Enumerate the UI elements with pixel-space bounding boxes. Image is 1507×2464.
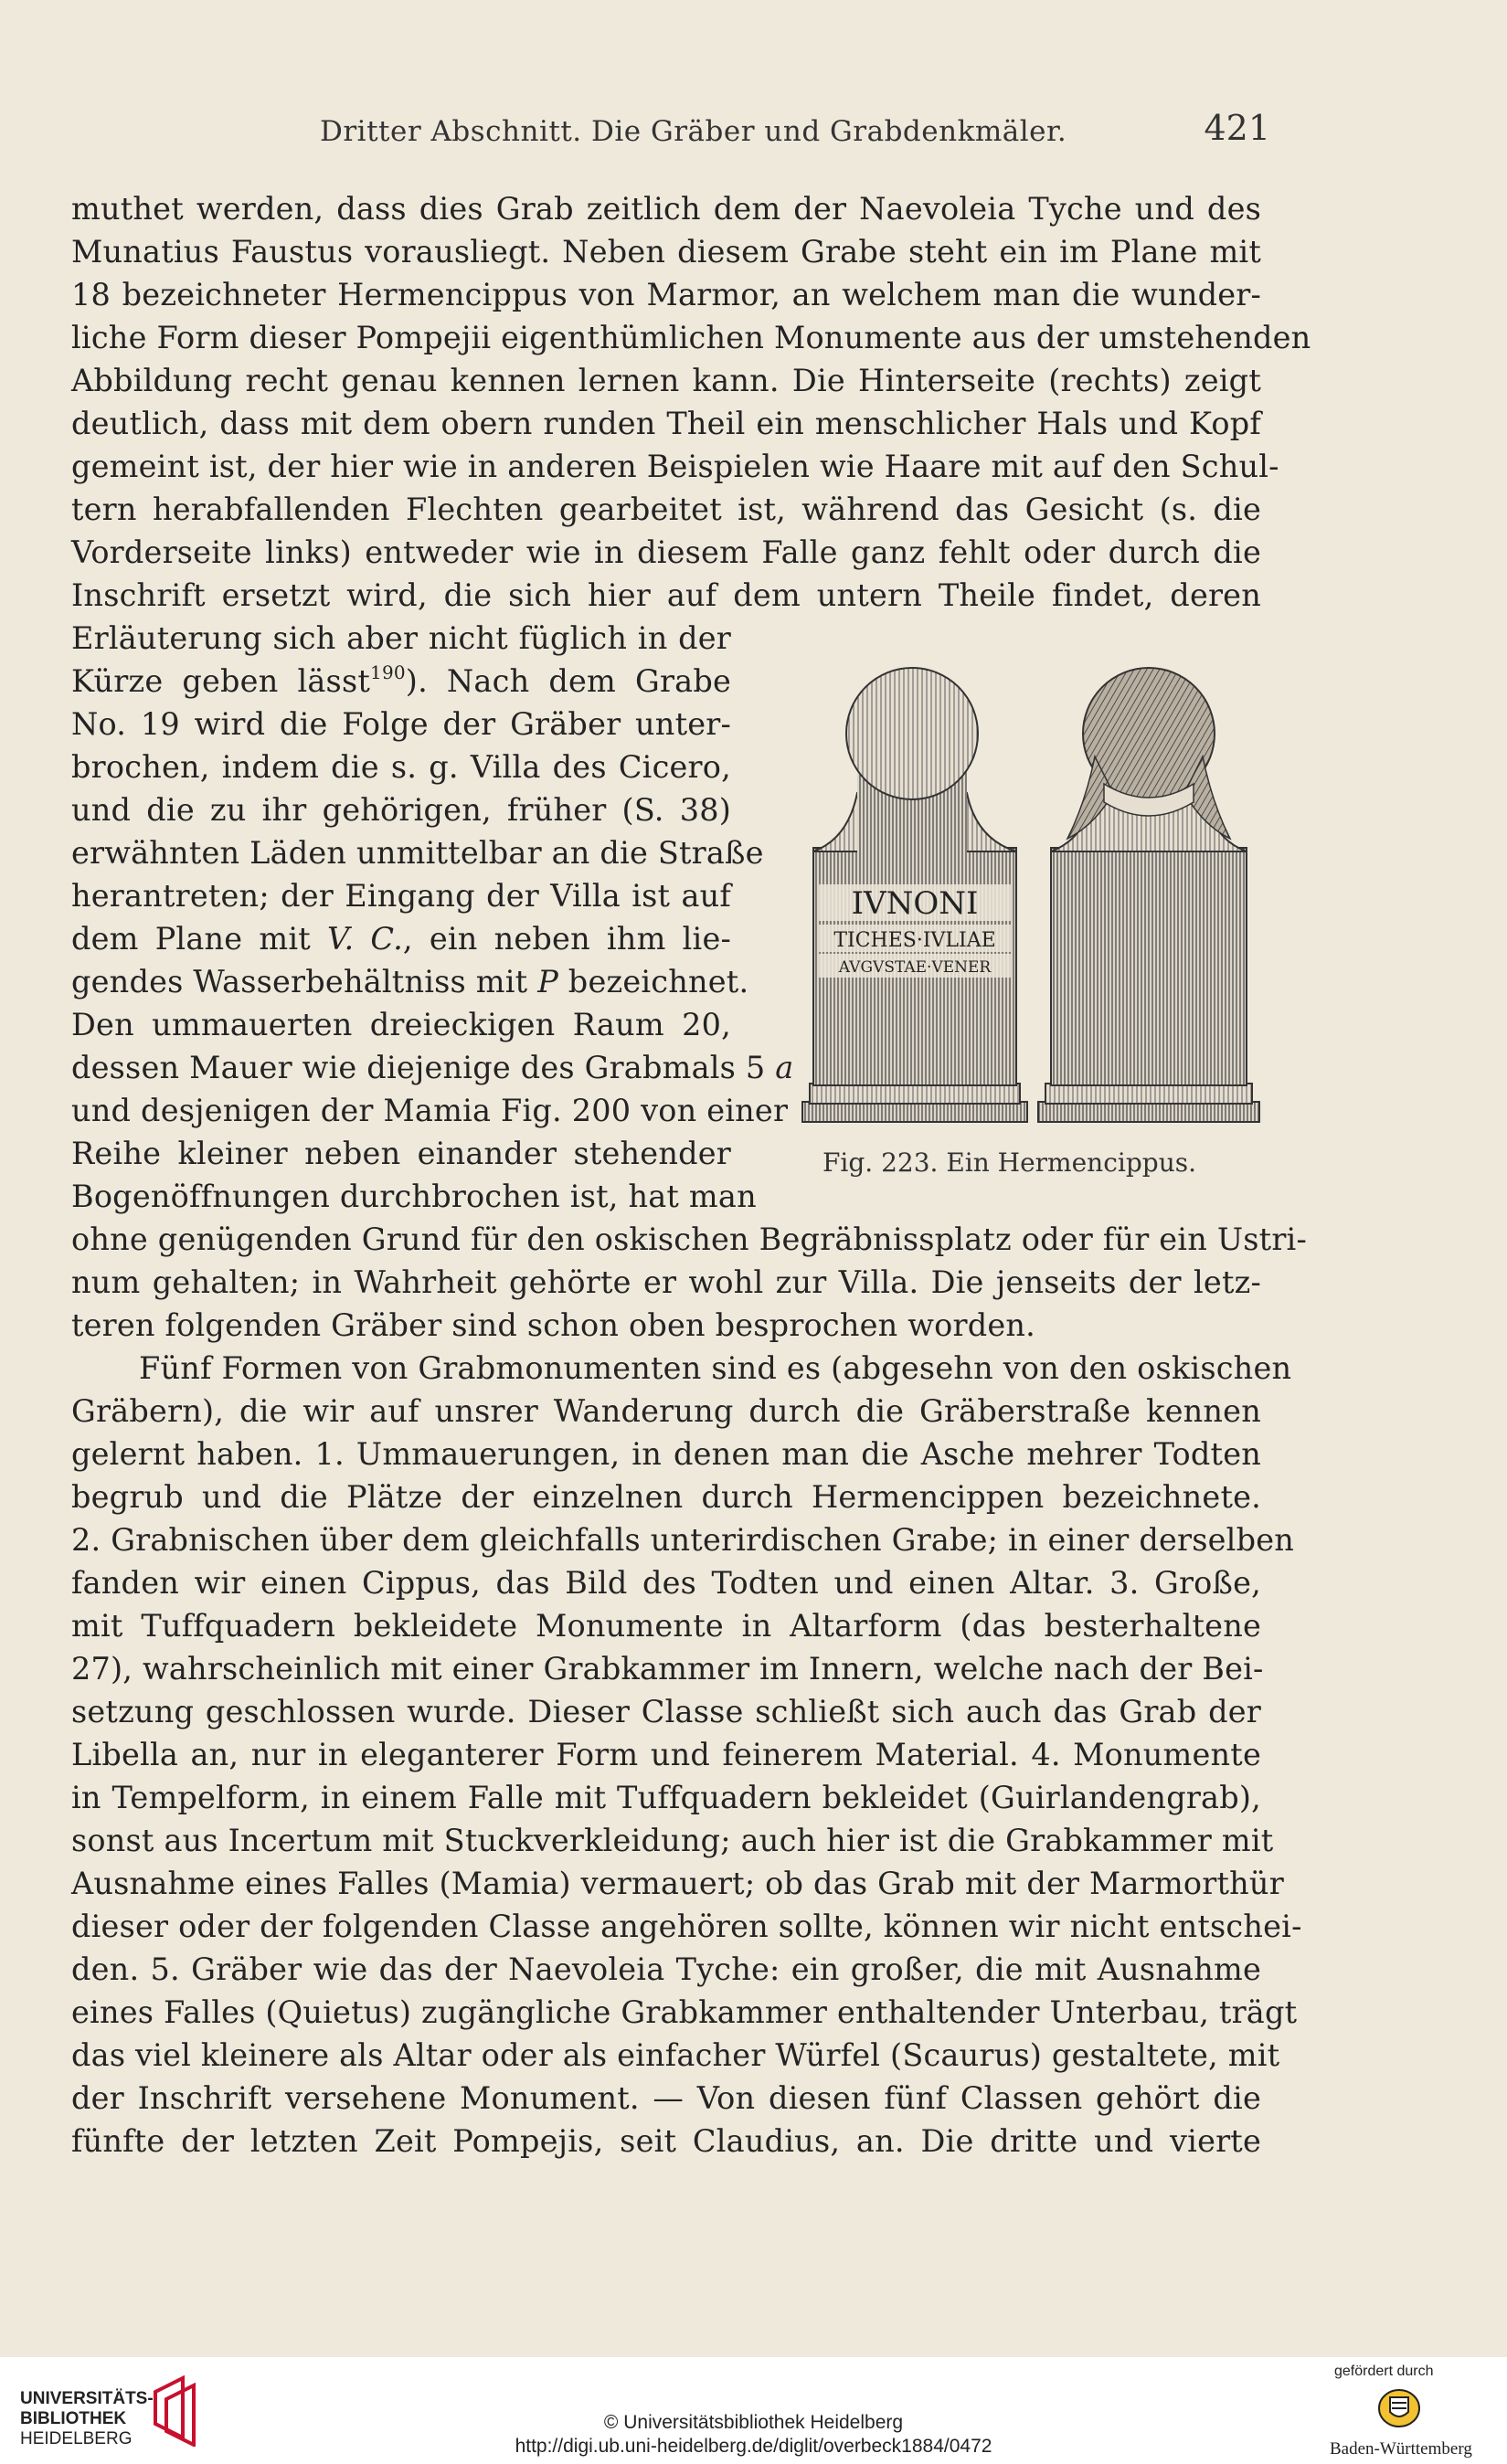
text-line: sonst aus Incertum mit Stuckverkleidung; auch hier ist die Grabkammer mit <box>71 1823 1274 1858</box>
text-line: 2. Grabnischen über dem gleichfalls unterirdischen Grabe; in einer derselben <box>71 1522 1295 1558</box>
text-line: Kürze geben lässt$^{190}$). Nach dem Grabe <box>71 661 731 699</box>
text-line: Den ummauerten dreieckigen Raum 20, <box>71 1007 731 1042</box>
inscription-line: IVNONI <box>851 885 979 922</box>
text-line: dessen Mauer wie diejenige des Grabmals 5 a <box>71 1050 794 1085</box>
text-line: und die zu ihr gehörigen, früher (S. 38) <box>71 792 731 828</box>
text-line: teren folgenden Gräber sind schon oben besprochen worden. <box>71 1307 1036 1343</box>
text-line: Gräbern), die wir auf unsrer Wanderung durch die Gräberstraße kennen <box>71 1393 1261 1429</box>
text-line: ohne genügenden Grund für den oskischen Begräbnissplatz oder für ein Ustri- <box>71 1221 1307 1257</box>
running-title: Dritter Abschnitt. Die Gräber und Grabdenkmäler. <box>320 115 1067 148</box>
text-line: Reihe kleiner neben einander stehender <box>71 1136 731 1171</box>
inscription-line: TICHES·IVLIAE <box>833 929 996 952</box>
text-line: liche Form dieser Pompejii eigenthümlichen Monumente aus der umstehenden <box>71 320 1311 355</box>
text-line: Inschrift ersetzt wird, die sich hier auf dem untern Theile findet, deren <box>71 577 1261 613</box>
text-line: 27), wahrscheinlich mit einer Grabkammer im Innern, welche nach der Bei- <box>71 1651 1264 1687</box>
text-line: der Inschrift versehene Monument. — Von diesen fünf Classen gehört die <box>71 2080 1261 2116</box>
text-line: 18 bezeichneter Hermencippus von Marmor, an welchem man die wunder- <box>71 277 1261 312</box>
text-line: Abbildung recht genau kennen lernen kann. Die Hinterseite (rechts) zeigt <box>71 363 1261 398</box>
text-line: No. 19 wird die Folge der Gräber unter- <box>71 706 731 742</box>
text-line: in Tempelform, in einem Falle mit Tuffquadern bekleidet (Guirlandengrab), <box>71 1780 1261 1815</box>
text-line: Libella an, nur in eleganterer Form und feinerem Material. 4. Monumente <box>71 1737 1261 1772</box>
text-line: gendes Wasserbehältniss mit P bezeichnet. <box>71 964 749 999</box>
text-line: tern herabfallenden Flechten gearbeitet ist, während das Gesicht (s. die <box>71 492 1261 527</box>
text-line: eines Falles (Quietus) zugängliche Grabkammer enthaltender Unterbau, trägt <box>71 1994 1298 2030</box>
text-line: fünfte der letzten Zeit Pompejis, seit Claudius, an. Die dritte und vierte <box>71 2123 1261 2159</box>
text-line: herantreten; der Eingang der Villa ist auf <box>71 878 731 914</box>
text-line: Erläuterung sich aber nicht füglich in der <box>71 620 731 656</box>
hermencippus-illustration <box>793 656 1268 1131</box>
text-line: erwähnten Läden unmittelbar an die Straße <box>71 835 764 871</box>
text-line: deutlich, dass mit dem obern runden Theil ein menschlicher Hals und Kopf <box>71 406 1261 441</box>
front-view <box>802 668 1027 1122</box>
text-line: das viel kleinere als Altar oder als einfacher Würfel (Scaurus) gestaltete, mit <box>71 2037 1280 2073</box>
text-line: Ausnahme eines Falles (Mamia) vermauert; ob das Grab mit der Marmorthür <box>71 1866 1284 1901</box>
hermencippus-figure <box>793 656 1268 1131</box>
sponsor-name: Baden-Württemberg <box>1330 2439 1472 2459</box>
copyright-notice: © Universitätsbibliothek Heidelberg <box>603 2412 904 2433</box>
back-view <box>1038 668 1259 1122</box>
text-line: dem Plane mit V. C., ein neben ihm lie- <box>71 921 731 957</box>
text-line: dieser oder der folgenden Classe angehören sollte, können wir nicht entschei- <box>71 1909 1302 1944</box>
text-line: gelernt haben. 1. Ummauerungen, in denen man die Asche mehrer Todten <box>71 1436 1261 1472</box>
source-url[interactable]: http://digi.ub.uni-heidelberg.de/diglit/overbeck1884/0472 <box>515 2436 992 2457</box>
text-line: setzung geschlossen wurde. Dieser Classe schließt sich auch das Grab der <box>71 1694 1261 1729</box>
text-line: gemeint ist, der hier wie in anderen Beispielen wie Haare mit auf den Schul- <box>71 449 1279 484</box>
text-line: den. 5. Gräber wie das der Naevoleia Tyche: ein großer, die mit Ausnahme <box>71 1951 1261 1987</box>
text-line: mit Tuffquadern bekleidete Monumente in Altarform (das besterhaltene <box>71 1608 1261 1644</box>
library-logo-text: UNIVERSITÄTS- BIBLIOTHEK HEIDELBERG <box>20 2389 154 2448</box>
figure-caption: Fig. 223. Ein Hermencippus. <box>822 1147 1196 1178</box>
text-line: Munatius Faustus vorausliegt. Neben diesem Grabe steht ein im Plane mit <box>71 234 1261 270</box>
footnote-ref: 190 <box>370 661 406 683</box>
text-line: Vorderseite links) entweder wie in diesem Falle ganz fehlt oder durch die <box>71 534 1261 570</box>
text-line: und desjenigen der Mamia Fig. 200 von einer <box>71 1093 789 1128</box>
state-coat-of-arms-icon <box>1375 2385 1423 2432</box>
text-line: brochen, indem die s. g. Villa des Cicero, <box>71 749 731 785</box>
text-line: muthet werden, dass dies Grab zeitlich dem der Naevoleia Tyche und des <box>71 191 1261 227</box>
text-line: begrub und die Plätze der einzelnen durch Hermencippen bezeichnete. <box>71 1479 1261 1515</box>
page-number: 421 <box>1204 108 1270 148</box>
text-line: fanden wir einen Cippus, das Bild des Todten und einen Altar. 3. Große, <box>71 1565 1261 1601</box>
sponsor-label: gefördert durch <box>1334 2364 1434 2379</box>
text-line: Bogenöffnungen durchbrochen ist, hat man <box>71 1179 757 1214</box>
text-line: Fünf Formen von Grabmonumenten sind es (abgesehn von den oskischen <box>139 1350 1292 1386</box>
text-line: num gehalten; in Wahrheit gehörte er wohl zur Villa. Die jenseits der letz- <box>71 1264 1261 1300</box>
inscription-line: AVGVSTAE·VENER <box>838 958 992 977</box>
